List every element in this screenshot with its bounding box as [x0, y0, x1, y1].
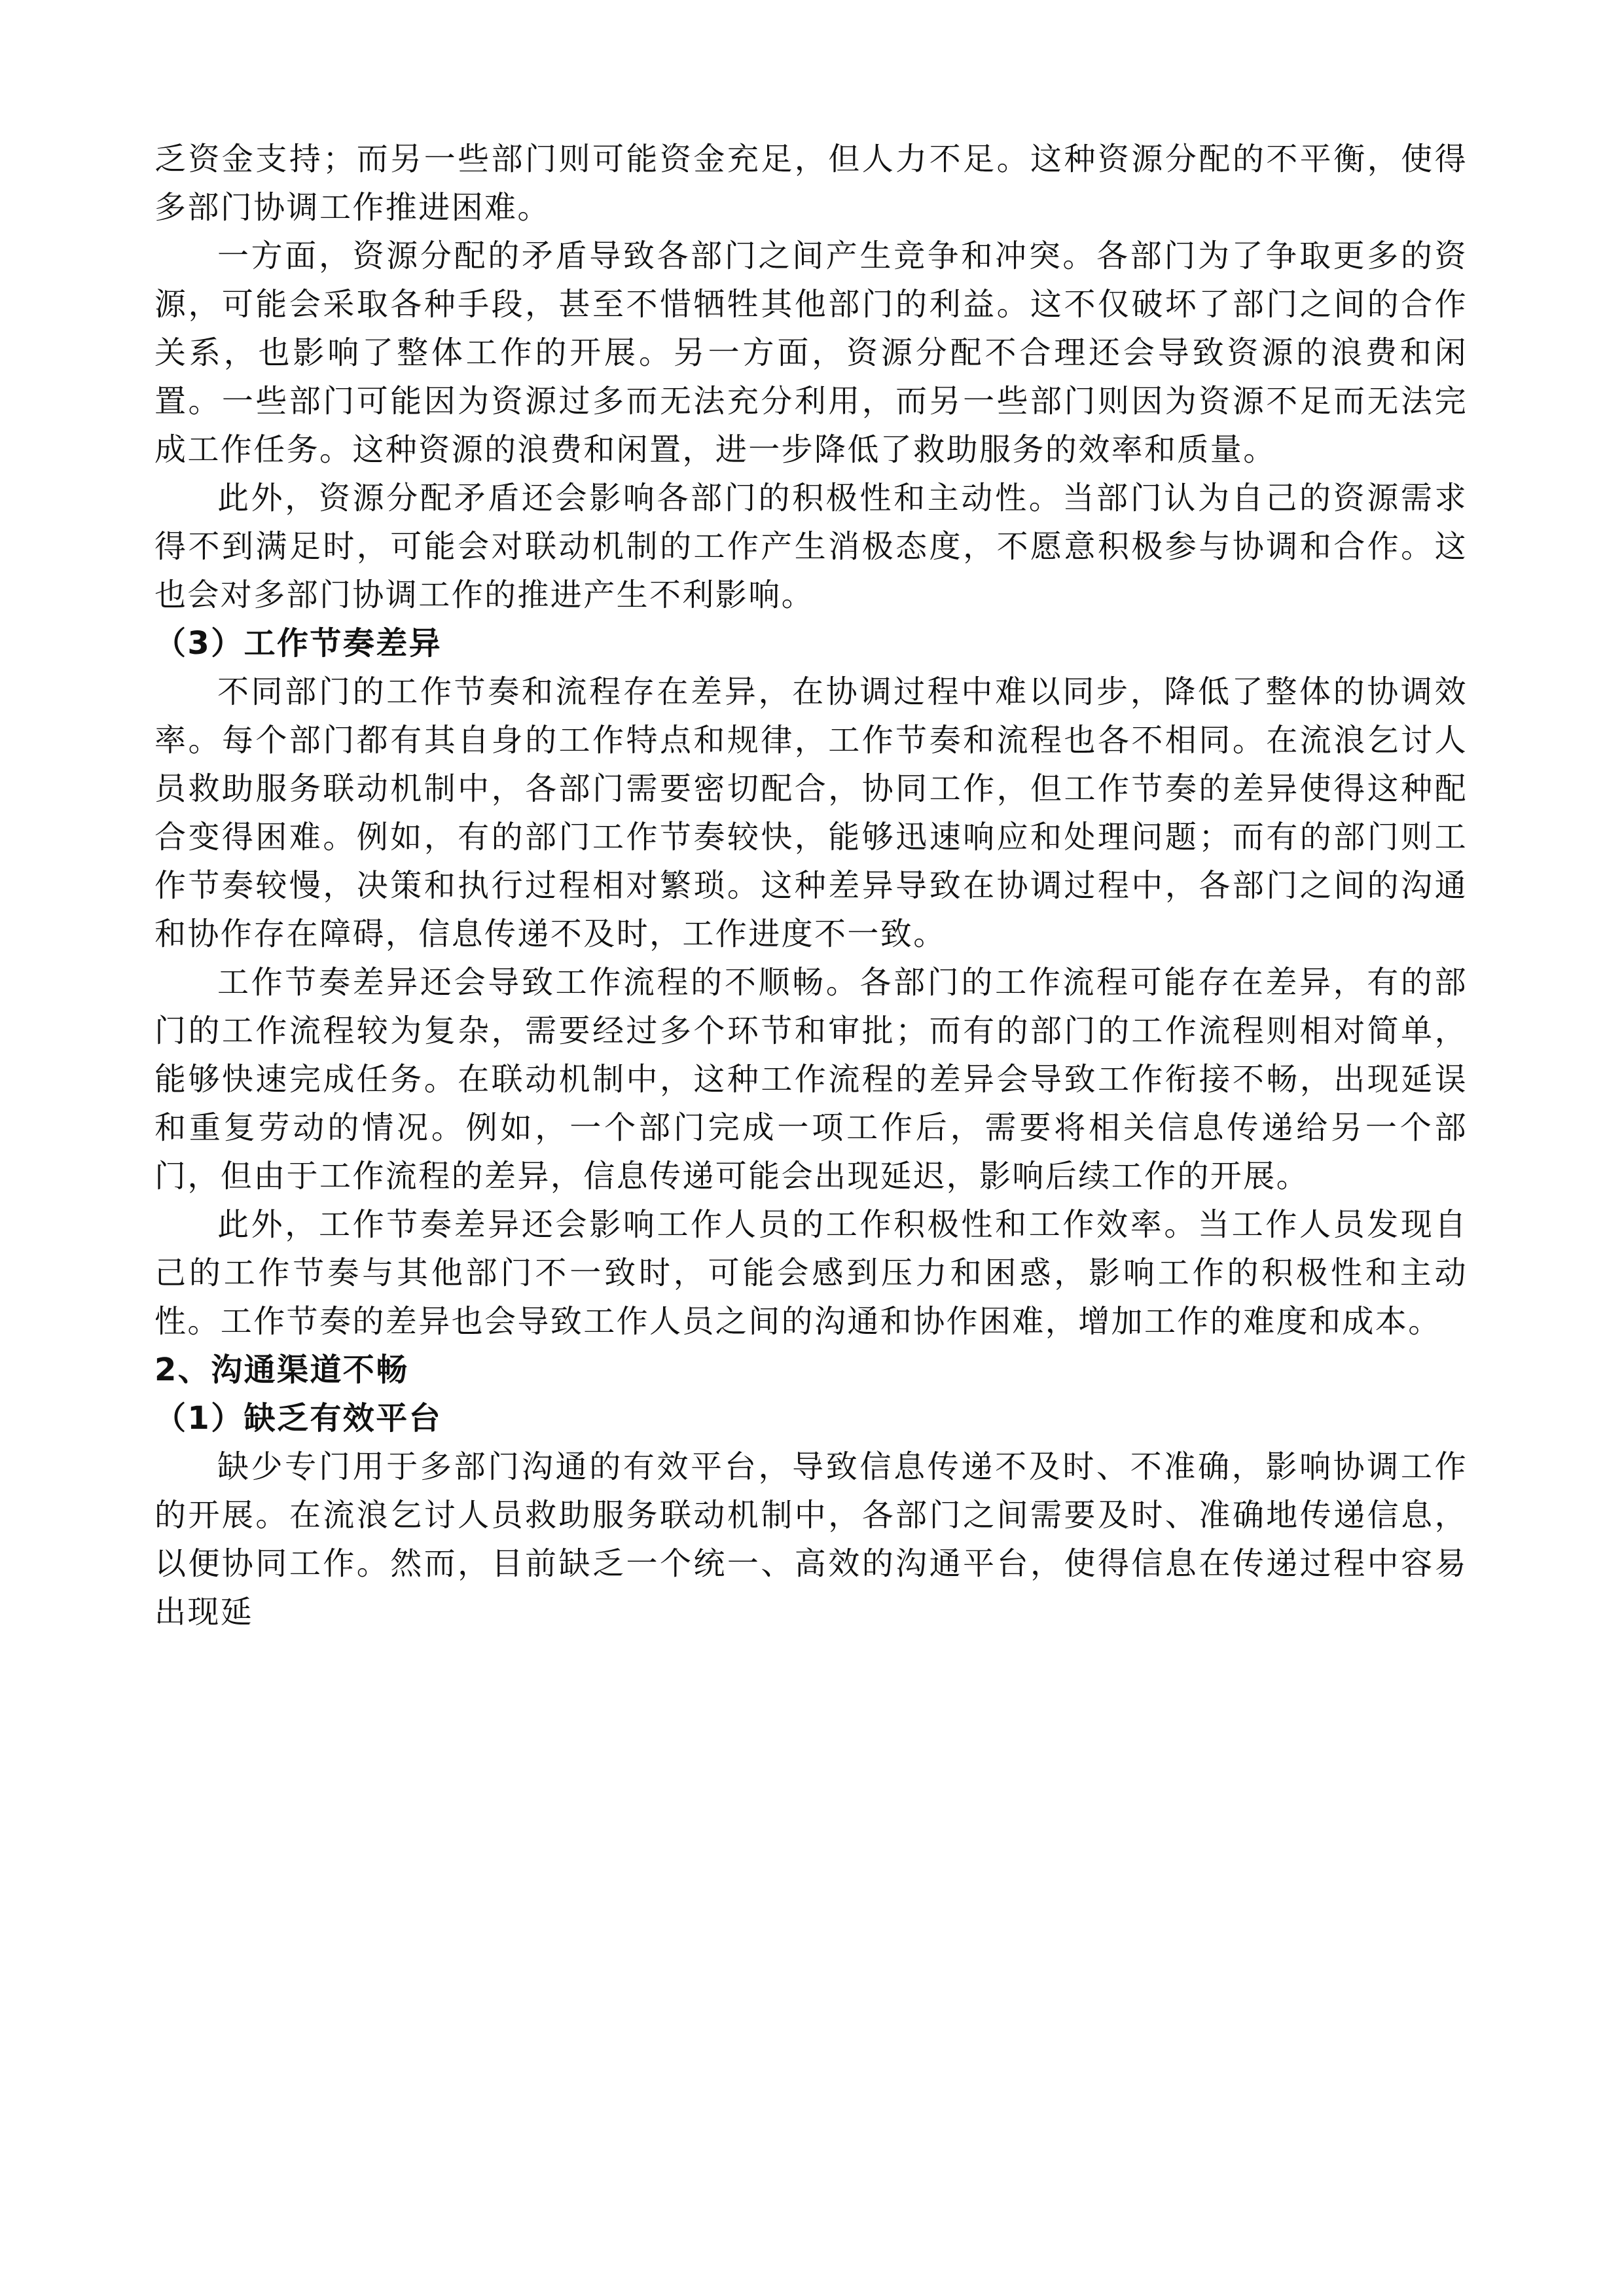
paragraph-platform-missing: 缺少专门用于多部门沟通的有效平台，导致信息传递不及时、不准确，影响协调工作的开展。在流浪乞讨人员救助服务联动机制中，各部门之间需要及时、准确地传递信息，以便协同工作。然而，目前缺乏一个统一、高效的沟通平台，使得信息在传递过程中容易出现延 — [154, 1448, 1468, 1630]
heading-work-rhythm-difference: （3）工作节奏差异 — [154, 625, 442, 662]
paragraph-resource-conflict: 一方面，资源分配的矛盾导致各部门之间产生竞争和冲突。各部门为了争取更多的资源，可能会采取各种手段，甚至不惜牺牲其他部门的利益。这不仅破坏了部门之间的合作关系，也影响了整体工作的开展。另一方面，资源分配不合理还会导致资源的浪费和闲置。一些部门可能因为资源过多而无法充分利用，而另一些部门则因为资源不足而无法完成工作任务。这种资源的浪费和闲置，进一步降低了救助服务的效率和质量。 — [154, 238, 1468, 468]
paragraph-staff-efficiency: 此外，工作节奏差异还会影响工作人员的工作积极性和工作效率。当工作人员发现自己的工作节奏与其他部门不一致时，可能会感到压力和困惑，影响工作的积极性和主动性。工作节奏的差异也会导致工作人员之间的沟通和协作困难，增加工作的难度和成本。 — [154, 1206, 1468, 1340]
paragraph-resource-motivation: 此外，资源分配矛盾还会影响各部门的积极性和主动性。当部门认为自己的资源需求得不到满足时，可能会对联动机制的工作产生消极态度，不愿意积极参与协调和合作。这也会对多部门协调工作的推进产生不利影响。 — [154, 480, 1468, 613]
paragraph-work-rhythm-sync: 不同部门的工作节奏和流程存在差异，在协调过程中难以同步，降低了整体的协调效率。每个部门都有其自身的工作特点和规律，工作节奏和流程也各不相同。在流浪乞讨人员救助服务联动机制中，各部门需要密切配合，协同工作，但工作节奏的差异使得这种配合变得困难。例如，有的部门工作节奏较快，能够迅速响应和处理问题；而有的部门则工作节奏较慢，决策和执行过程相对繁琐。这种差异导致在协调过程中，各部门之间的沟通和协作存在障碍，信息传递不及时，工作进度不一致。 — [154, 673, 1468, 952]
heading-lack-of-platform: （1）缺乏有效平台 — [154, 1400, 442, 1437]
paragraph-work-process: 工作节奏差异还会导致工作流程的不顺畅。各部门的工作流程可能存在差异，有的部门的工作流程较为复杂，需要经过多个环节和审批；而有的部门的工作流程则相对简单，能够快速完成任务。在联动机制中，这种工作流程的差异会导致工作衔接不畅，出现延误和重复劳动的情况。例如，一个部门完成一项工作后，需要将相关信息传递给另一个部门，但由于工作流程的差异，信息传递可能会出现延迟，影响后续工作的开展。 — [154, 964, 1468, 1194]
document-body — [154, 135, 1468, 1636]
paragraph-resource-imbalance-continued: 乏资金支持；而另一些部门则可能资金充足，但人力不足。这种资源分配的不平衡，使得多部门协调工作推进困难。 — [154, 141, 1468, 226]
heading-communication-channels: 2、沟通渠道不畅 — [154, 1352, 409, 1388]
